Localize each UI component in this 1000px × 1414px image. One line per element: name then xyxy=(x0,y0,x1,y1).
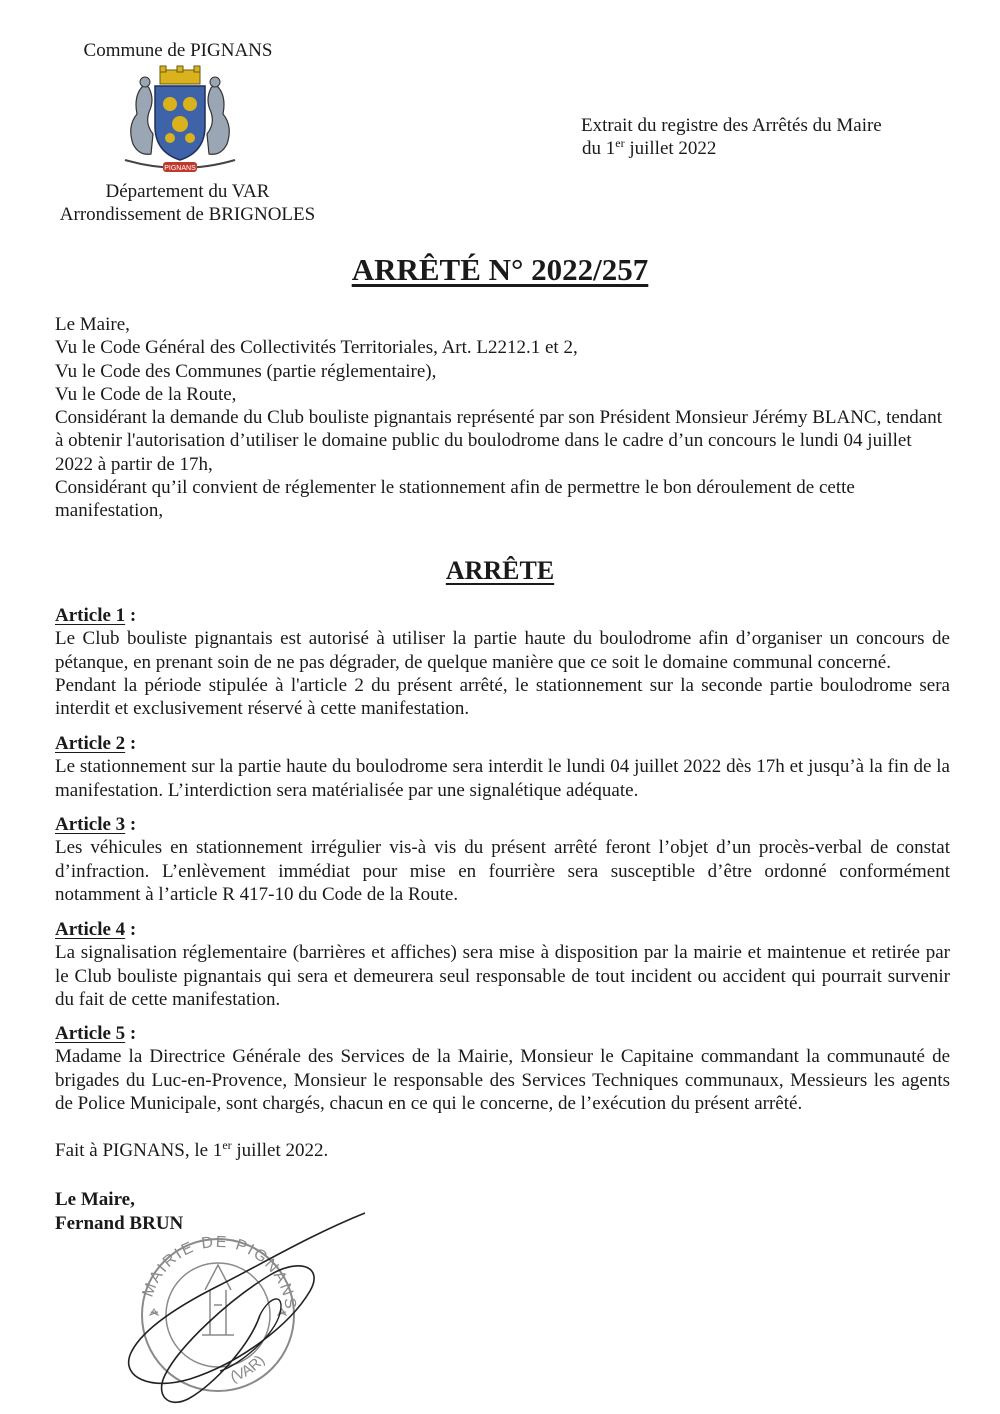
arrete-heading: ARRÊTE xyxy=(445,556,555,585)
article-5 xyxy=(55,1022,950,1115)
preamble-line: Vu le Code Général des Collectivités Territoriales, Art. L2212.1 et 2, xyxy=(55,337,578,359)
preamble-line: Vu le Code de la Route, xyxy=(55,383,237,405)
article-3 xyxy=(55,813,950,906)
stamp-and-signature-icon xyxy=(110,1195,380,1414)
article-text: La signalisation réglementaire (barrières et affiches) sera mise à disposition par la mairie et maintenue et retirée par le Club bouliste pignantais qui sera et demeurera seul responsable de tout incident ou accident qui pourrait survenir du fait de cette manifestation. xyxy=(55,942,950,1010)
department-name: Département du VAR xyxy=(105,181,270,202)
article-text: Pendant la période stipulée à l'article 2 du présent arrêté, le stationnement sur la seconde partie boulodrome sera interdit et exclusivement réservé à cette manifestation. xyxy=(55,674,950,720)
article-heading: Article 3 : xyxy=(55,814,137,835)
article-2 xyxy=(55,732,950,802)
page-title: ARRÊTÉ N° 2022/257 xyxy=(351,252,649,287)
extract-line-1: Extrait du registre des Arrêtés du Maire xyxy=(581,115,882,136)
article-1 xyxy=(55,604,950,720)
article-text: Les véhicules en stationnement irrégulier vis-à vis du présent arrêté feront l’objet d’un procès-verbal de constat d’infraction. L’enlèvement immédiat pour mise en fourrière sera susceptible d’être ordonné conformément notamment à l’article R 417-10 du Code de la Route. xyxy=(55,837,950,905)
article-heading: Article 4 : xyxy=(55,919,137,940)
signatory-role: Le Maire, xyxy=(55,1189,135,1210)
article-4 xyxy=(55,918,950,1011)
article-heading: Article 5 : xyxy=(55,1023,137,1044)
crest-ribbon-label: PIGNANS xyxy=(164,165,196,172)
preamble-line: Considérant la demande du Club bouliste pignantais représenté par son Président Monsieur Jérémy BLANC, tendant à obtenir l'autorisation d’utiliser le domaine public du boulodrome dans le cadre d’un concours le lundi 04 juillet 2022 à partir de 17h, xyxy=(55,407,943,475)
department-block xyxy=(0,180,375,226)
stamp-text-bottom: (VAR) xyxy=(228,1352,269,1386)
article-heading: Article 2 : xyxy=(55,733,137,754)
commune-name: Commune de PIGNANS xyxy=(83,40,273,61)
article-text: Madame la Directrice Générale des Services de la Mairie, Monsieur le Capitaine commandant la communauté de brigades du Luc-en-Provence, Monsieur le responsable des Services Techniques communaux, Messieurs les agents de Police Municipale, sont chargés, chacun en ce qui le concerne, de l’exécution du présent arrêté. xyxy=(55,1046,950,1114)
preamble-line: Le Maire, xyxy=(55,314,130,335)
crest-icon xyxy=(115,64,245,178)
article-heading: Article 1 : xyxy=(55,605,137,626)
preamble-line: Vu le Code des Communes (partie réglementaire), xyxy=(55,360,437,382)
preamble-line: Considérant qu’il convient de réglementer le stationnement afin de permettre le bon déroulement de cette manifestation, xyxy=(55,477,855,522)
signatory-name: Fernand BRUN xyxy=(55,1213,184,1234)
article-text: Le Club bouliste pignantais est autorisé à utiliser la partie haute du boulodrome afin d’organiser un concours de pétanque, en prenant soin de ne pas dégrader, de quelque manière que ce soit le domaine communal concerné. xyxy=(55,628,950,673)
article-text: Le stationnement sur la partie haute du boulodrome sera interdit le lundi 04 juillet 2022 dès 17h et jusqu’à la fin de la manifestation. L’interdiction sera matérialisée par une signalétique adéquate. xyxy=(55,756,950,801)
arrondissement-name: Arrondissement de BRIGNOLES xyxy=(59,204,316,225)
stamp-text: MAIRIE DE PIGNANS xyxy=(139,1233,300,1312)
extract-line-2: du 1er juillet 2022 xyxy=(582,136,717,159)
register-extract xyxy=(581,114,882,160)
closing-date: Fait à PIGNANS, le 1er juillet 2022. xyxy=(55,1138,329,1161)
preamble xyxy=(55,313,950,523)
